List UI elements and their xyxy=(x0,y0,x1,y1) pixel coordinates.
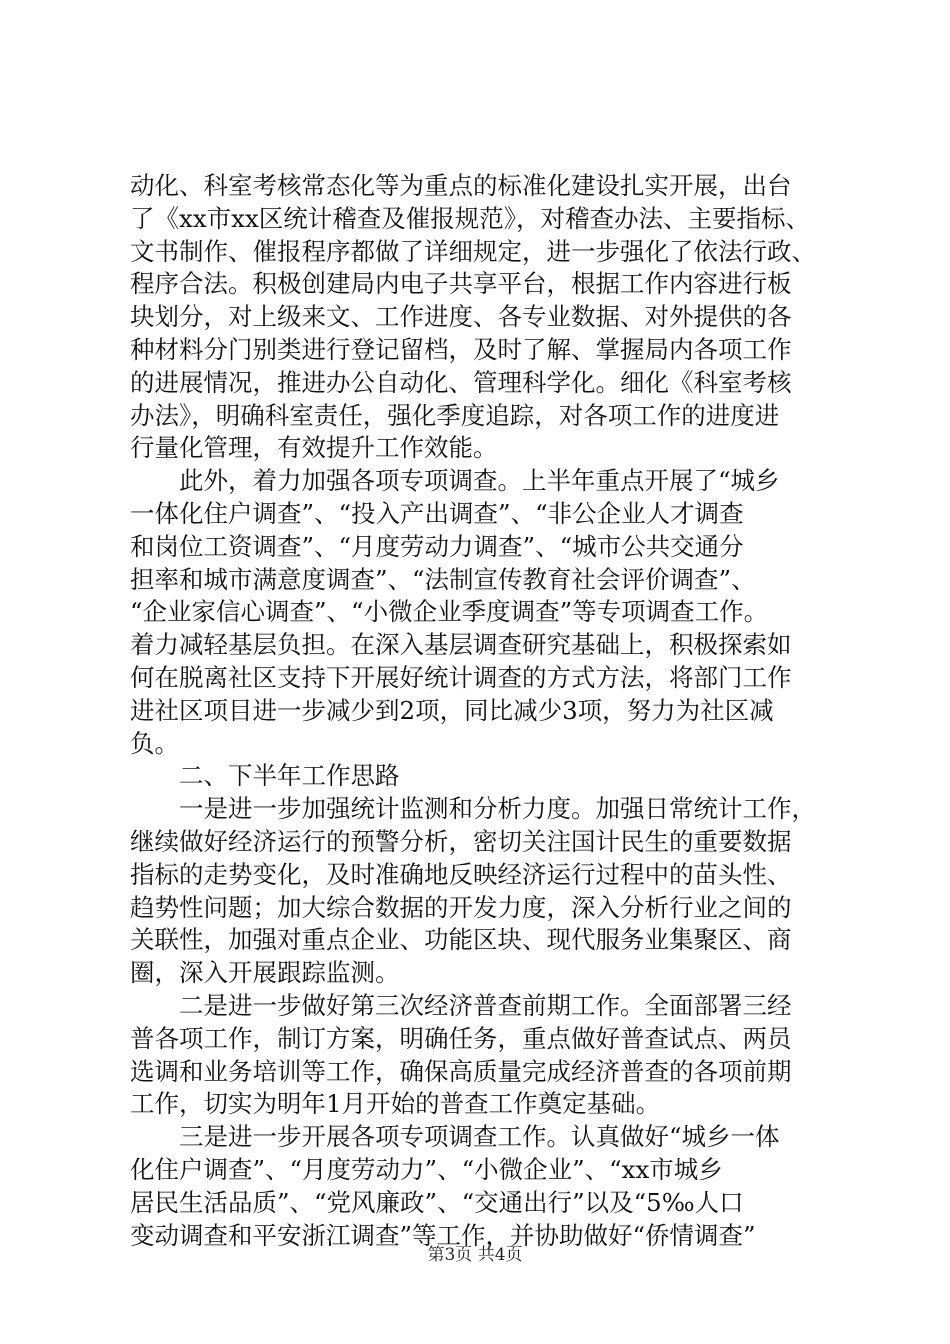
text-line: 程序合法。积极创建局内电子共享平台，根据工作内容进行板 xyxy=(130,269,792,299)
text-line: 继续做好经济运行的预警分析，密切关注国计民生的重要数据 xyxy=(130,826,792,856)
text-line: 居民生活品质”、“党风廉政”、“交通出行”以及“5‰人口 xyxy=(130,1187,744,1217)
text-line: 工作，切实为明年1月开始的普查工作奠定基础。 xyxy=(130,1089,661,1119)
text-line: “企业家信心调查”、“小微企业季度调查”等专项调查工作。 xyxy=(130,597,769,627)
text-line: 二是进一步做好第三次经济普查前期工作。全面部署三经 xyxy=(179,990,792,1020)
text-line: 文书制作、催报程序都做了详细规定，进一步强化了依法行政、 xyxy=(130,236,816,266)
text-line: 一体化住户调查”、“投入产出调查”、“非公企业人才调查 xyxy=(130,498,744,528)
text-line: 进社区项目进一步减少到2项，同比减少3项，努力为社区减 xyxy=(130,695,774,725)
text-line: 着力减轻基层负担。在深入基层调查研究基础上，积极探索如 xyxy=(130,630,792,660)
text-line: 选调和业务培训等工作，确保高质量完成经济普查的各项前期 xyxy=(130,1056,792,1086)
text-line: 和岗位工资调查”、“月度劳动力调查”、“城市公共交通分 xyxy=(130,531,744,561)
text-line: 的进展情况，推进办公自动化、管理科学化。细化《科室考核 xyxy=(130,367,792,397)
text-line: 办法》，明确科室责任，强化季度追踪，对各项工作的进度进 xyxy=(130,400,780,430)
text-line: 动化、科室考核常态化等为重点的标准化建设扎实开展，出台 xyxy=(130,171,792,200)
text-line: 趋势性问题；加大综合数据的开发力度，深入分析行业之间的 xyxy=(130,892,792,922)
text-line: 变动调查和平安浙江调查”等工作，并协助做好“侨情调查” xyxy=(130,1220,756,1250)
text-line: 二、下半年工作思路 xyxy=(179,761,400,791)
text-line: 圈，深入开展跟踪监测。 xyxy=(130,958,400,988)
document-body xyxy=(130,170,830,1252)
text-line: 担率和城市满意度调查”、“法制宣传教育社会评价调查”、 xyxy=(130,564,756,594)
text-line: 普各项工作，制订方案，明确任务，重点做好普查试点、两员 xyxy=(130,1023,792,1053)
text-line: 块划分，对上级来文、工作进度、各专业数据、对外提供的各 xyxy=(130,302,792,332)
text-line: 了《xx市xx区统计稽查及催报规范》，对稽查办法、主要指标、 xyxy=(130,203,811,233)
text-line: 一是进一步加强统计监测和分析力度。加强日常统计工作， xyxy=(179,794,816,824)
text-line: 负。 xyxy=(130,728,179,758)
text-line: 指标的走势变化，及时准确地反映经济运行过程中的苗头性、 xyxy=(130,859,792,889)
text-line: 何在脱离社区支持下开展好统计调查的方式方法，将部门工作 xyxy=(130,662,792,692)
text-line: 行量化管理，有效提升工作效能。 xyxy=(130,433,498,463)
page-footer: 第3页 共4页 xyxy=(427,1245,523,1265)
text-line: 此外，着力加强各项专项调查。上半年重点开展了“城乡 xyxy=(179,466,780,496)
text-line: 种材料分门别类进行登记留档，及时了解、掌握局内各项工作 xyxy=(130,334,792,364)
text-line: 三是进一步开展各项专项调查工作。认真做好“城乡一体 xyxy=(179,1122,780,1152)
text-line: 关联性，加强对重点企业、功能区块、现代服务业集聚区、商 xyxy=(130,925,792,955)
text-line: 化住户调查”、“月度劳动力”、“小微企业”、“xx市城乡 xyxy=(130,1154,723,1184)
